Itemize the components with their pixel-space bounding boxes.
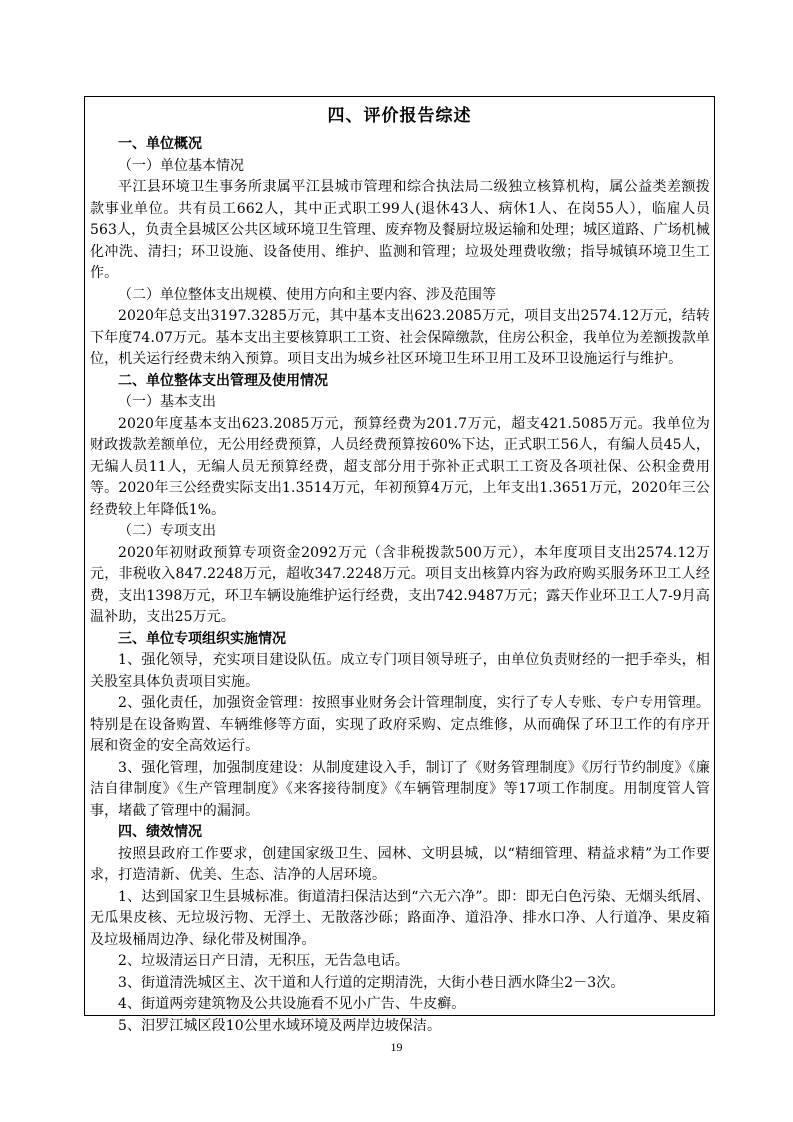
paragraph-total-expenditure: 2020年总支出3197.3285万元，其中基本支出623.2085万元，项目支出2574.12万元，结转下年度74.07万元。基本支出主要核算职工工资、社会保障缴款，住房公积金，我单位为差额拨款单位，机关运行经费未纳入预算。项目支出为城乡社区环境卫生环卫用工及环卫设施运行与维护。 (90, 308, 710, 367)
subheading-expenditure-scope: （二）单位整体支出规模、使用方向和主要内容、涉及范围等 (118, 286, 496, 303)
page-number: 19 (390, 1040, 403, 1054)
paragraph-responsibility: 2、强化责任，加强资金管理：按照事业财务会计管理制度，实行了专人专账、专户专用管理。特别是在设备购置、车辆维修等方面，实现了政府采购、定点维修，从而确保了环卫工作的有序开展和资金的安全高效运行。 (90, 695, 710, 754)
subheading-special-expenditure: （二）专项支出 (118, 523, 216, 539)
subheading-basic-expenditure: （一）基本支出 (118, 394, 216, 410)
paragraph-basic-expenditure: 2020年度基本支出623.2085万元，预算经费为201.7万元，超支421.5085万元。我单位为财政拨款差额单位，无公用经费预算，人员经费预算按60%下达，正式职工56人，有编人员45人，无编人员11人，无编人员无预算经费，超支部分用于弥补正式职工工资及各项社保、公积金费用等。2020年三公经费实际支出1.3514万元，年初预算4万元，上年支出1.3651万元，2020年三公经费较上年降低1%。 (90, 415, 710, 518)
paragraph-management-system: 3、强化管理，加强制度建设：从制度建设入手，制订了《财务管理制度》《厉行节约制度》《廉洁自律制度》《生产管理制度》《来客接待制度》《车辆管理制度》等17项工作制度。用制度管人管事，堵截了管理中的漏洞。 (90, 759, 710, 819)
paragraph-performance-5: 5、汨罗江城区段10公里水域环境及两岸边坡保洁。 (118, 1017, 442, 1034)
heading-performance: 四、绩效情况 (118, 824, 202, 840)
subheading-basic-info: （一）单位基本情况 (118, 157, 244, 174)
paragraph-leadership: 1、强化领导，充实项目建设队伍。成立专门项目领导班子，由单位负责财经的一把手牵头，相关股室具体负责项目实施。 (90, 652, 710, 690)
section-title: 四、评价报告综述 (327, 106, 472, 126)
paragraph-special-expenditure: 2020年初财政预算专项资金2092万元（含非税拨款500万元），本年度项目支出2574.12万元，非税收入847.2248万元，超收347.2248万元。项目支出核算内容为政府购买服务环卫工人经费，支出1398万元，环卫车辆设施维护运行经费，支出742.9487万元；露天作业环卫工人7-9月高温补助，支出25万元。 (90, 544, 710, 625)
report-body (90, 134, 710, 1037)
heading-expenditure-management: 二、单位整体支出管理及使用情况 (118, 372, 328, 389)
paragraph-performance-2: 2、垃圾清运日产日清，无积压，无告急电话。 (118, 953, 410, 969)
paragraph-performance-1: 1、达到国家卫生县城标准。街道清扫保洁达到“六无六净”。即：即无白色污染、无烟头纸屑、无瓜果皮核、无垃圾污物、无浮土、无散落沙砾；路面净、道沿净、排水口净、人行道净、果皮箱及垃圾桶周边净、绿化带及树围净。 (90, 888, 710, 948)
paragraph-performance-4: 4、街道两旁建筑物及公共设施看不见小广告、牛皮癣。 (118, 996, 466, 1012)
paragraph-performance-3: 3、街道清洗城区主、次干道和人行道的定期清洗，大街小巷日洒水降尘2－3次。 (118, 974, 625, 991)
heading-implementation: 三、单位专项组织实施情况 (118, 630, 286, 647)
heading-unit-overview: 一、单位概况 (118, 136, 202, 152)
paragraph-performance-intro: 按照县政府工作要求，创建国家级卫生、园林、文明县城，以“精细管理、精益求精”为工作要求，打造清新、优美、生态、洁净的人居环境。 (90, 845, 710, 883)
paragraph-unit-description: 平江县环境卫生事务所隶属平江县城市管理和综合执法局二级独立核算机构，属公益类差额拨款事业单位。共有员工662人，其中正式职工99人(退休43人、病休1人、在岗55人），临雇人员563人，负责全县城区公共区域环境卫生管理、废弃物及餐厨垃圾运输和处理；城区道路、广场机械化冲洗、清扫；环卫设施、设备使用、维护、监测和管理；垃圾处理费收缴；指导城镇环境卫生工作。 (90, 179, 710, 281)
